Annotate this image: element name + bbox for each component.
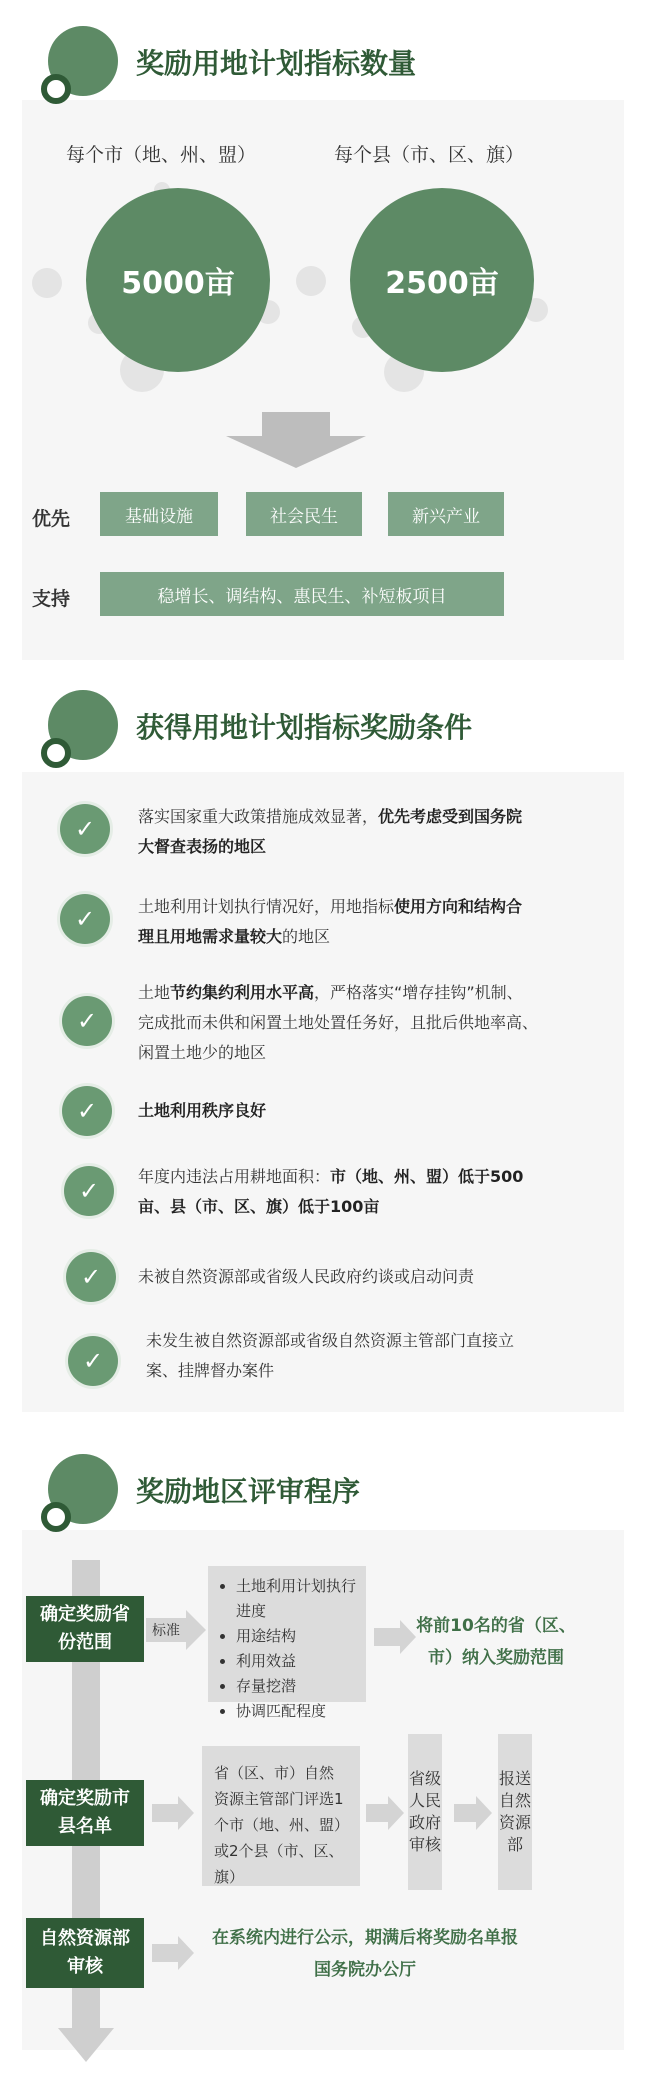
check-icon: ✓ — [66, 1252, 116, 1302]
step2-report-box: 报送自然资源部 — [498, 1734, 532, 1890]
condition-4: 土地利用秩序良好 — [138, 1101, 267, 1120]
criteria-item: • 土地利用计划执行进度 — [236, 1574, 358, 1624]
step1-criteria-box — [208, 1566, 366, 1720]
check-icon: ✓ — [64, 1166, 114, 1216]
priority-tag-livelihood: 社会民生 — [246, 492, 362, 536]
criteria-item: • 存量挖潜 — [236, 1674, 358, 1699]
section1-header-ring — [41, 74, 71, 104]
condition-7: 未发生被自然资源部或省级自然资源主管部门直接立案、挂牌督办案件 — [146, 1331, 515, 1380]
step3-result: 在系统内进行公示，期满后将奖励名单报国务院办公厅 — [212, 1928, 518, 1980]
city-value-circle: 5000亩 — [86, 188, 270, 372]
condition-5: 年度内违法占用耕地面积：市（地、州、盟）低于500亩、县（市、区、旗）低于100亩 — [138, 1167, 524, 1216]
section3-header-ring — [41, 1502, 71, 1532]
priority-label: 优先 — [32, 508, 71, 530]
support-tag: 稳增长、调结构、惠民生、补短板项目 — [100, 572, 504, 616]
flow-arrow-down-icon — [58, 2028, 114, 2062]
section3-title: 奖励地区评审程序 — [136, 1475, 361, 1508]
condition-2: 土地利用计划执行情况好，用地指标使用方向和结构合理且用地需求量较大的地区 — [138, 897, 523, 946]
section2-panel — [22, 772, 624, 1412]
condition-3: 土地节约集约利用水平高，严格落实“增存挂钩”机制、完成批而未供和闲置土地处置任务好，且批后供地率高、闲置土地少的地区 — [138, 983, 539, 1062]
arrow-down-icon — [226, 412, 366, 468]
support-label: 支持 — [32, 588, 71, 610]
step2-label: 确定奖励市县名单 — [26, 1780, 144, 1846]
section1-title: 奖励用地计划指标数量 — [136, 47, 417, 80]
step2-selection-box: 省（区、市）自然资源主管部门评选1个市（地、州、盟）或2个县（市、区、旗） — [202, 1746, 360, 1886]
condition-6: 未被自然资源部或省级人民政府约谈或启动问责 — [138, 1267, 475, 1286]
step2-review-box: 省级人民政府审核 — [408, 1734, 442, 1890]
check-icon: ✓ — [62, 1086, 112, 1136]
decor-dot — [32, 268, 62, 298]
arrow-right-icon — [366, 1796, 404, 1830]
check-icon: ✓ — [62, 996, 112, 1046]
check-icon: ✓ — [60, 894, 110, 944]
step1-label: 确定奖励省份范围 — [26, 1596, 144, 1662]
step3-label: 自然资源部审核 — [26, 1918, 144, 1988]
section2-header-ring — [41, 738, 71, 768]
priority-tag-infrastructure: 基础设施 — [100, 492, 218, 536]
criteria-item: • 利用效益 — [236, 1649, 358, 1674]
city-label: 每个市（地、州、盟） — [66, 144, 257, 166]
arrow-right-icon — [374, 1620, 416, 1654]
section2-title: 获得用地计划指标奖励条件 — [136, 711, 473, 744]
arrow-right-icon — [152, 1796, 194, 1830]
step1-result: 将前10名的省（区、市）纳入奖励范围 — [416, 1616, 576, 1668]
arrow-right-icon — [454, 1796, 492, 1830]
arrow-right-icon — [152, 1936, 194, 1970]
check-icon: ✓ — [60, 804, 110, 854]
decor-dot — [296, 266, 326, 296]
step1-criterion: 标准 — [152, 1623, 180, 1639]
check-icon: ✓ — [68, 1336, 118, 1386]
county-label: 每个县（市、区、旗） — [334, 144, 525, 166]
criteria-item: • 协调匹配程度 — [236, 1699, 358, 1724]
county-value-circle: 2500亩 — [350, 188, 534, 372]
priority-tag-emerging: 新兴产业 — [388, 492, 504, 536]
condition-1: 落实国家重大政策措施成效显著，优先考虑受到国务院大督查表扬的地区 — [138, 807, 523, 856]
criteria-item: • 用途结构 — [236, 1624, 358, 1649]
